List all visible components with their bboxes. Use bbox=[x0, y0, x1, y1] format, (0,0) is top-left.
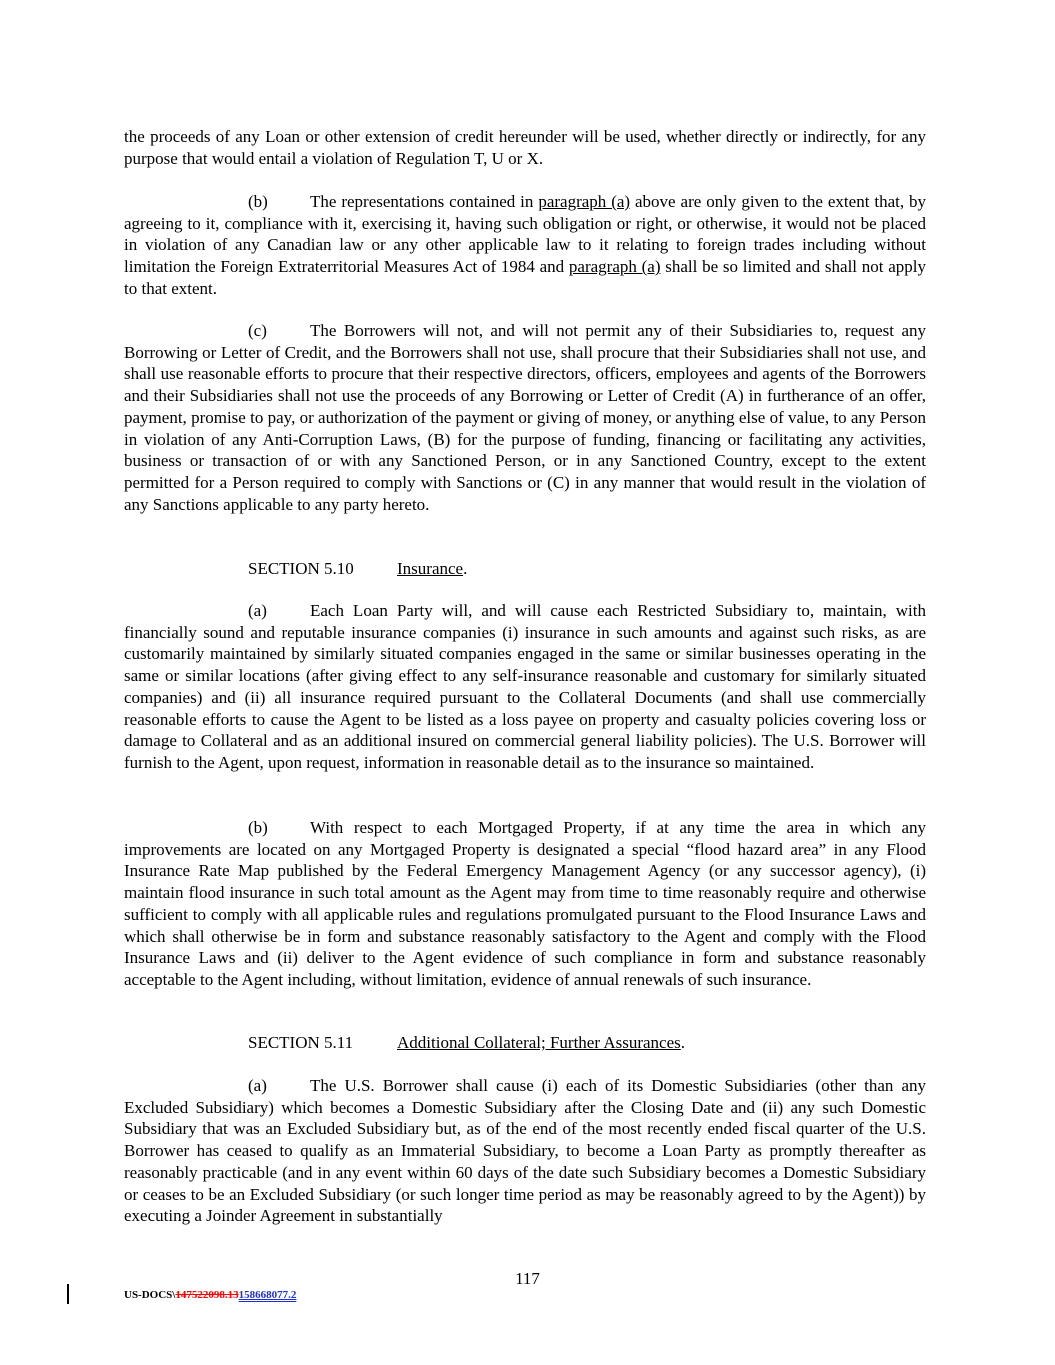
paragraph-a-additional-collateral bbox=[124, 1075, 926, 1227]
section-title: Additional Collateral; Further Assurances bbox=[397, 1033, 681, 1052]
paragraph-label: (a) bbox=[248, 1076, 267, 1095]
section-title: Insurance bbox=[397, 559, 464, 578]
paragraph-continuation: the proceeds of any Loan or other extension of credit hereunder will be used, whether directly or indirectly, for any purpose that would entail a violation of Regulation T, U or X. bbox=[124, 127, 926, 168]
paragraph-label: (b) bbox=[248, 192, 268, 211]
section-number: SECTION 5.10 bbox=[248, 559, 354, 578]
page-number: 117 bbox=[515, 1269, 540, 1288]
paragraph-b-flood-insurance bbox=[124, 817, 926, 991]
doc-id-inserted: 158668077.2 bbox=[238, 1289, 297, 1301]
section-number: SECTION 5.11 bbox=[248, 1033, 354, 1052]
paragraph-text: shall be so limited and shall not apply to that extent. bbox=[124, 257, 926, 298]
paragraph-label: (b) bbox=[248, 818, 268, 837]
section-heading-insurance bbox=[248, 558, 467, 580]
change-bar bbox=[67, 1284, 69, 1304]
paragraph-text: With respect to each Mortgaged Property, if at any time the area in which any improvements are located on any Mortgaged Property is designated a special “flood hazard area” in any Flood Insurance Rate Map published by the Federal Emergency Management Agency (or any successor agency), (i) maintain flood insurance in such total amount as the Agent may from time to time reasonably require and otherwise sufficient to comply with all applicable rules and regulations promulgated pursuant to the Flood Insurance Laws and which shall otherwise be in form and substance reasonably satisfactory to the Agent and comply with the Flood Insurance Laws and (ii) deliver to the Agent evidence of such compliance in form and substance reasonably acceptable to the Agent including, without limitation, evidence of annual renewals of such insurance. bbox=[124, 818, 926, 989]
paragraph-a-reference-link[interactable]: paragraph (a) bbox=[568, 257, 661, 277]
section-title-period: . bbox=[463, 559, 468, 578]
paragraph-text: above are only given to the extent that, by agreeing to it, compliance with it, exercising it, having such obligation or right, or otherwise, it would not be placed in violation of any Canadian law or any other applicable law to it relating to foreign trades including without limitation the Foreign Extraterritorial Measures Act of 1984 and bbox=[124, 192, 927, 277]
paragraph-b-representations bbox=[124, 191, 926, 300]
paragraph-text: Each Loan Party will, and will cause each Restricted Subsidiary to, maintain, with financially sound and reputable insurance companies (i) insurance in such amounts and against such risks, as are customarily maintained by similarly situated companies engaged in the same or similar businesses operating in the same or similar locations (after giving effect to any self-insurance reasonable and customary for similarly situated companies) and (ii) all insurance required pursuant to the Collateral Documents (and shall use commercially reasonable efforts to cause the Agent to be listed as a loss payee on property and casualty policies covering loss or damage to Collateral and as an additional insured on commercial general liability policies). The U.S. Borrower will furnish to the Agent, upon request, information in reasonable detail as to the insurance so maintained. bbox=[124, 601, 926, 772]
section-heading-additional-collateral bbox=[248, 1032, 685, 1054]
paragraph-text: The U.S. Borrower shall cause (i) each of its Domestic Subsidiaries (other than any Excluded Subsidiary) which becomes a Domestic Subsidiary after the Closing Date and (ii) any such Domestic Subsidiary that was an Excluded Subsidiary but, as of the end of the most recently ended fiscal quarter of the U.S. Borrower has ceased to qualify as an Immaterial Subsidiary, to become a Loan Party as promptly thereafter as reasonably practicable (and in any event within 60 days of the date such Subsidiary becomes a Domestic Subsidiary or ceases to be an Excluded Subsidiary (or such longer time period as may be reasonably agreed to by the Agent)) by executing a Joinder Agreement in substantially bbox=[124, 1076, 926, 1226]
paragraph-a-reference-link[interactable]: paragraph (a) bbox=[538, 192, 631, 211]
paragraph-a-insurance bbox=[124, 600, 926, 774]
doc-id-prefix: US-DOCS\ bbox=[124, 1289, 176, 1301]
document-id-footer bbox=[124, 1288, 296, 1302]
paragraph-text: The Borrowers will not, and will not permit any of their Subsidiaries to, request any Borrowing or Letter of Credit, and the Borrowers shall not use, shall procure that their Subsidiaries shall not use, and shall use reasonable efforts to procure that their respective directors, officers, employees and agents of the Borrowers and their Subsidiaries shall not use the proceeds of any Borrowing or Letter of Credit (A) in furtherance of an offer, payment, promise to pay, or authorization of the payment or giving of money, or anything else of value, to any Person in violation of any Anti-Corruption Laws, (B) for the purpose of funding, financing or facilitating any activities, business or transaction of or with any Sanctioned Person, or in any Sanctioned Country, except to the extent permitted for a Person required to comply with Sanctions or (C) in any manner that would result in the violation of any Sanctions applicable to any party hereto. bbox=[124, 321, 926, 514]
paragraph-c-sanctions bbox=[124, 320, 926, 515]
paragraph-label: (a) bbox=[248, 601, 267, 620]
section-title-period: . bbox=[680, 1033, 685, 1052]
paragraph-label: (c) bbox=[248, 321, 267, 340]
paragraph-text: The representations contained in bbox=[310, 192, 539, 211]
doc-id-deleted: 147522098.13 bbox=[175, 1289, 239, 1301]
